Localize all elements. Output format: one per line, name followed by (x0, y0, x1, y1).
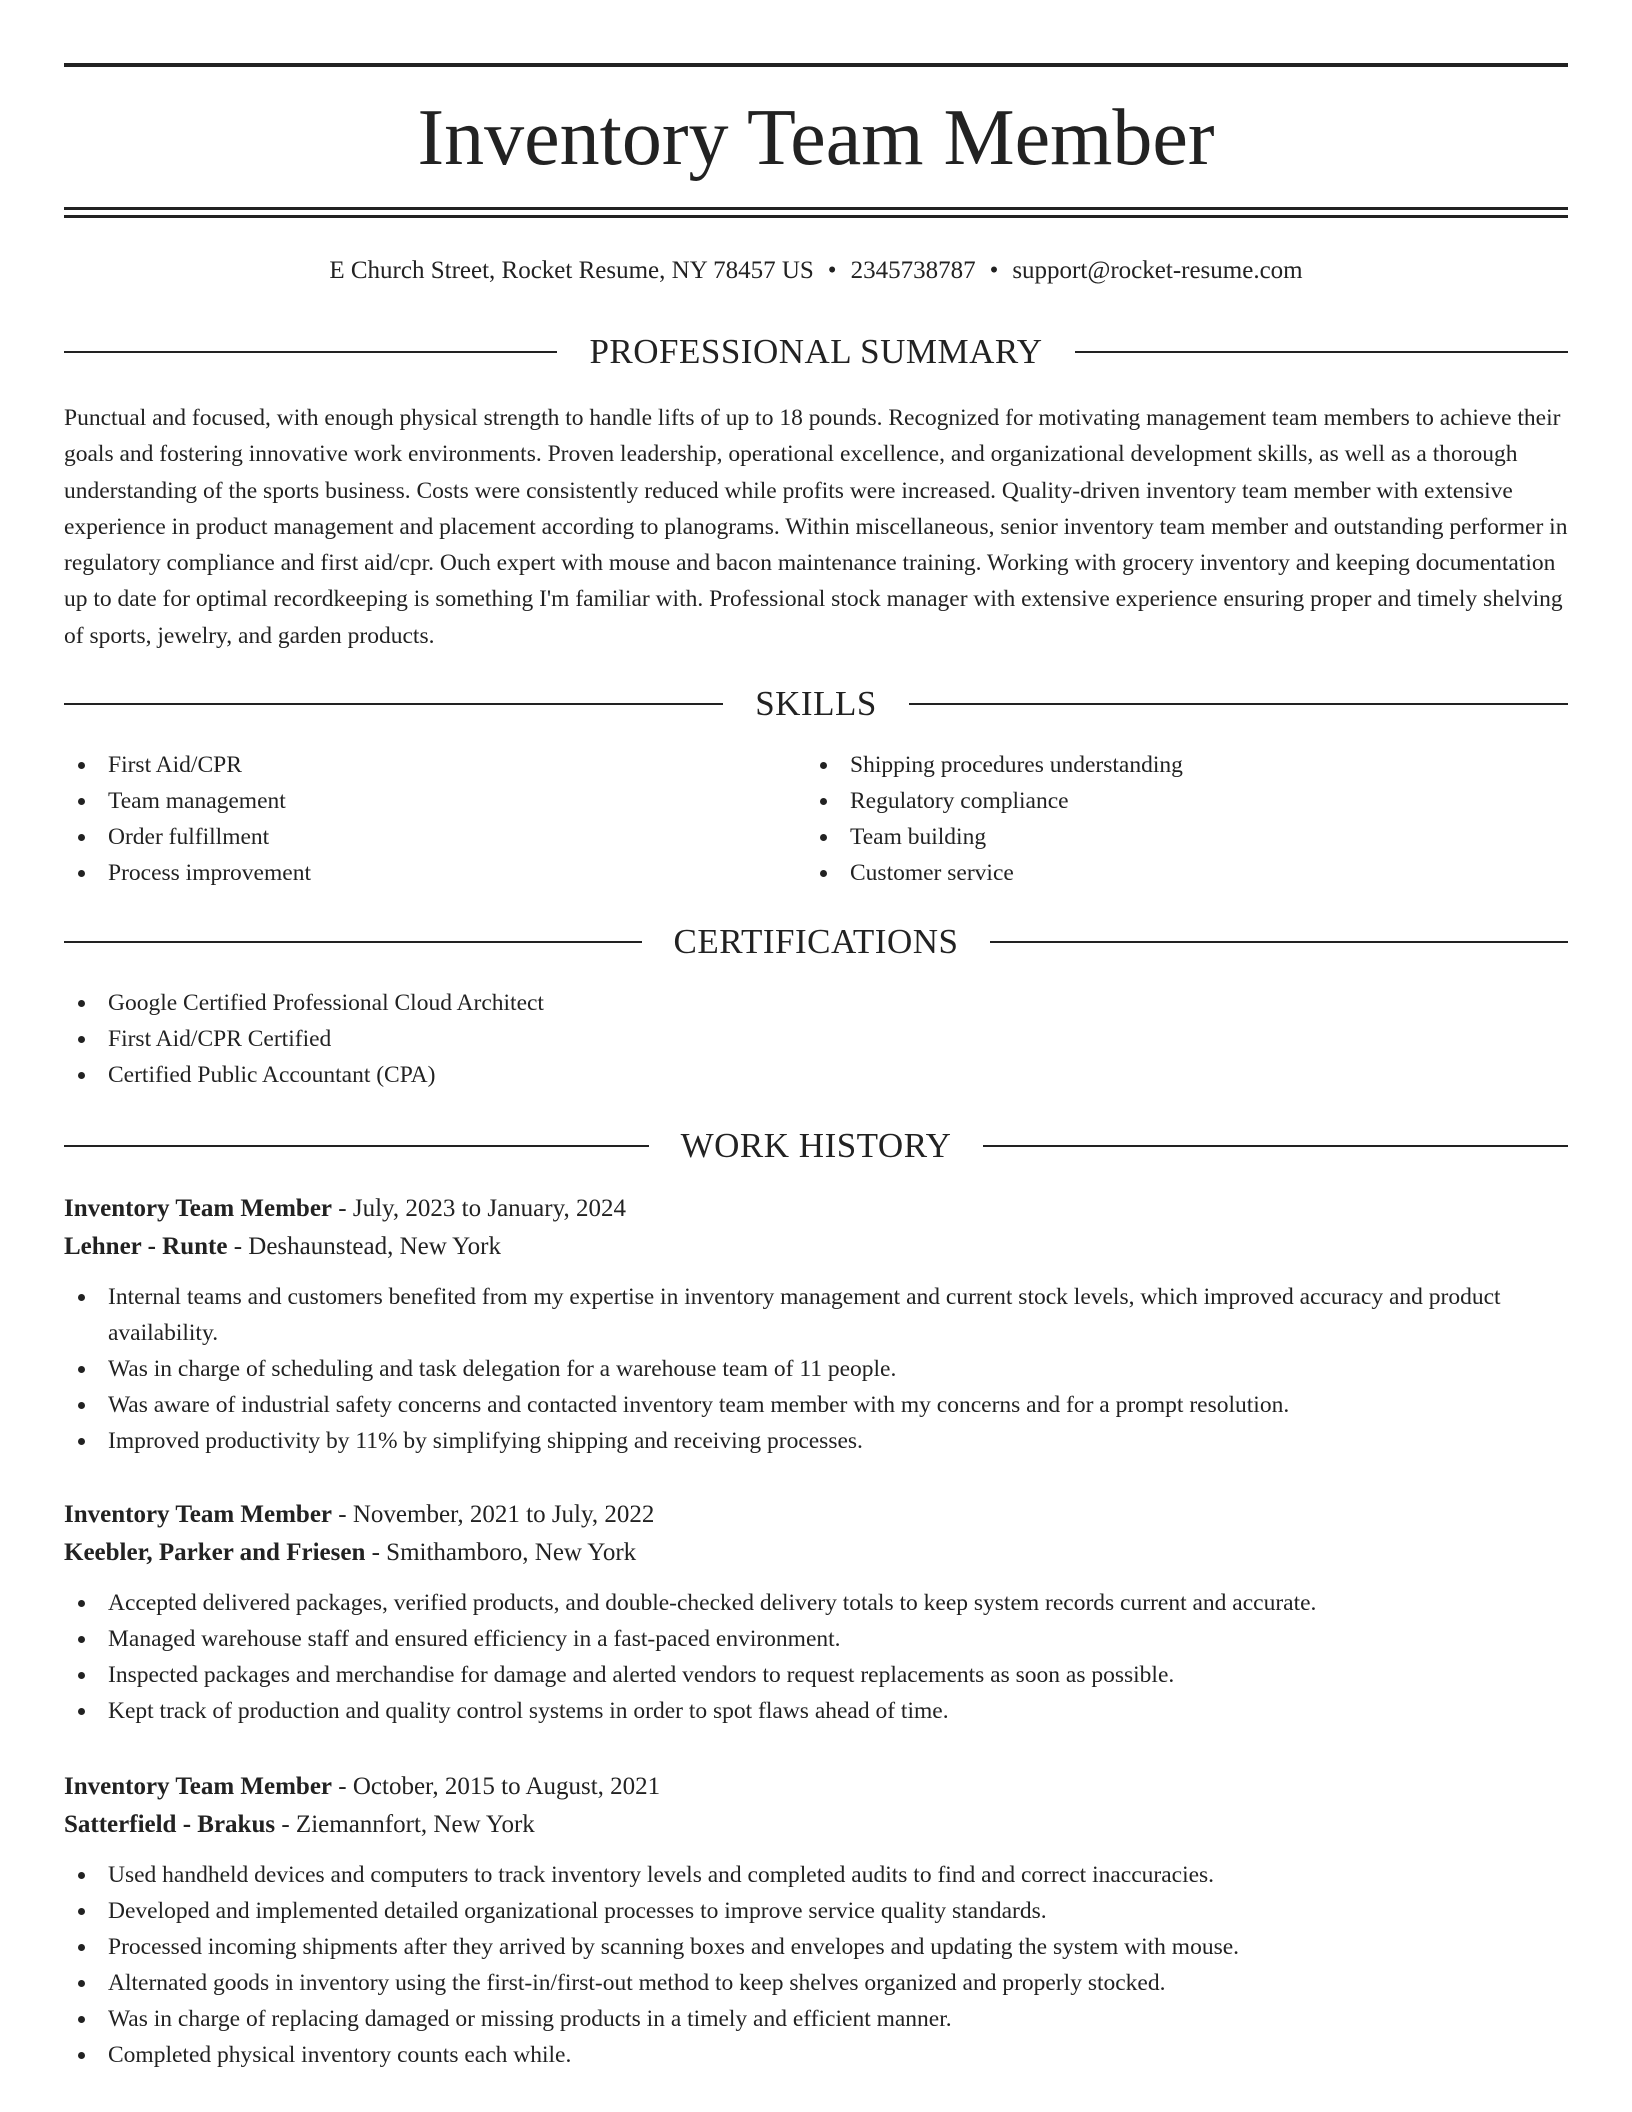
skill-item: Customer service (806, 855, 1548, 891)
section-title: SKILLS (755, 684, 877, 723)
heading-rule (990, 941, 1568, 943)
job-bullets (64, 1857, 1568, 2073)
skill-item: Regulatory compliance (806, 783, 1548, 819)
job-bullet: Used handheld devices and computers to track inventory levels and completed audits to find and correct inaccuracies. (64, 1857, 1568, 1893)
certification-item: First Aid/CPR Certified (64, 1021, 1568, 1057)
job-location: - Smithamboro, New York (365, 1539, 637, 1566)
heading-rule (64, 941, 642, 943)
skills-column-left (64, 747, 806, 891)
certifications-list (64, 985, 1568, 1093)
heading-rule (64, 1145, 649, 1147)
certifications-items (64, 985, 1568, 1093)
contact-separator: • (827, 257, 837, 284)
contact-email: support@rocket-resume.com (1012, 257, 1303, 284)
job-company: Satterfield - Brakus (64, 1811, 276, 1838)
contact-line (64, 255, 1568, 287)
top-rule (64, 63, 1568, 67)
job-company: Lehner - Runte (64, 1233, 228, 1260)
job-bullet: Was in charge of replacing damaged or missing products in a timely and efficient manner. (64, 2001, 1568, 2037)
job-bullet: Completed physical inventory counts each while. (64, 2037, 1568, 2073)
job-dates: - July, 2023 to January, 2024 (332, 1195, 626, 1222)
skill-item: Order fulfillment (64, 819, 806, 855)
job-title-line (64, 1496, 1568, 1534)
skills-right-list (806, 747, 1548, 891)
job-title: Inventory Team Member (64, 1501, 333, 1528)
certification-item: Google Certified Professional Cloud Architect (64, 985, 1568, 1021)
section-title: WORK HISTORY (680, 1126, 952, 1165)
section-title: CERTIFICATIONS (673, 922, 959, 961)
job-bullet: Accepted delivered packages, verified products, and double-checked delivery totals to keep system records current and accurate. (64, 1585, 1568, 1621)
job-company-line (64, 1228, 1568, 1266)
title-double-rule-lower (64, 215, 1568, 218)
skills-column-right (806, 747, 1548, 891)
resume-title: Inventory Team Member (417, 94, 1215, 182)
heading-rule (64, 703, 723, 705)
job-bullet: Processed incoming shipments after they arrived by scanning boxes and envelopes and updating the system with mouse. (64, 1929, 1568, 1965)
section-title: PROFESSIONAL SUMMARY (589, 332, 1043, 371)
skill-item: First Aid/CPR (64, 747, 806, 783)
skill-item: Team management (64, 783, 806, 819)
contact-separator: • (989, 257, 999, 284)
section-heading-skills (64, 680, 1568, 728)
job-bullet: Managed warehouse staff and ensured efficiency in a fast-paced environment. (64, 1621, 1568, 1657)
summary-text: Punctual and focused, with enough physical strength to handle lifts of up to 18 pounds. Recognized for motivating management team members to achieve their goals and fostering innovative work environments. Proven leadership, operational excellence, and organizational development skills, as well as a thorough understanding of the sports business. Costs were consistently reduced while profits were increased. Quality-driven inventory team member with extensive experience in product management and placement according to planograms. Within miscellaneous, senior inventory team member and outstanding performer in regulatory compliance and first aid/cpr. Ouch expert with mouse and bacon maintenance training. Working with grocery inventory and keeping documentation up to date for optimal recordkeeping is something I'm familiar with. Professional stock manager with extensive experience ensuring proper and timely shelving of sports, jewelry, and garden products. (64, 405, 1568, 649)
contact-phone: 2345738787 (850, 257, 976, 284)
job-entry (64, 1768, 1568, 2073)
heading-rule (1075, 351, 1568, 353)
skills-list (64, 747, 1568, 891)
job-bullet: Alternated goods in inventory using the first-in/first-out method to keep shelves organized and properly stocked. (64, 1965, 1568, 2001)
job-company-line (64, 1534, 1568, 1572)
job-company: Keebler, Parker and Friesen (64, 1539, 366, 1566)
skill-item: Team building (806, 819, 1548, 855)
skill-item: Process improvement (64, 855, 806, 891)
heading-rule (909, 703, 1568, 705)
job-bullet: Was aware of industrial safety concerns and contacted inventory team member with my concerns and for a prompt resolution. (64, 1387, 1568, 1423)
job-location: - Deshaunstead, New York (227, 1233, 502, 1260)
job-bullets (64, 1585, 1568, 1729)
job-dates: - November, 2021 to July, 2022 (332, 1501, 655, 1528)
job-dates: - October, 2015 to August, 2021 (332, 1773, 661, 1800)
skill-item: Shipping procedures understanding (806, 747, 1548, 783)
certification-item: Certified Public Accountant (CPA) (64, 1057, 1568, 1093)
title-double-rule-upper (64, 207, 1568, 210)
job-title-line (64, 1768, 1568, 1806)
job-title: Inventory Team Member (64, 1195, 333, 1222)
section-heading-certifications (64, 918, 1568, 966)
job-company-line (64, 1806, 1568, 1844)
job-bullet: Developed and implemented detailed organizational processes to improve service quality standards. (64, 1893, 1568, 1929)
job-bullet: Was in charge of scheduling and task delegation for a warehouse team of 11 people. (64, 1351, 1568, 1387)
job-bullets (64, 1279, 1568, 1459)
job-entry (64, 1190, 1568, 1459)
section-heading-work-history (64, 1122, 1568, 1170)
job-bullet: Internal teams and customers benefited from my expertise in inventory management and current stock levels, which improved accuracy and product availability. (64, 1279, 1568, 1351)
contact-address: E Church Street, Rocket Resume, NY 78457 US (329, 257, 814, 284)
job-title: Inventory Team Member (64, 1773, 333, 1800)
job-bullet: Improved productivity by 11% by simplifying shipping and receiving processes. (64, 1423, 1568, 1459)
job-location: - Ziemannfort, New York (275, 1811, 535, 1838)
heading-rule (64, 351, 557, 353)
section-heading-summary (64, 328, 1568, 376)
job-bullet: Kept track of production and quality control systems in order to spot flaws ahead of time. (64, 1693, 1568, 1729)
job-title-line (64, 1190, 1568, 1228)
job-entry (64, 1496, 1568, 1729)
skills-left-list (64, 747, 806, 891)
job-bullet: Inspected packages and merchandise for damage and alerted vendors to request replacements as soon as possible. (64, 1657, 1568, 1693)
heading-rule (983, 1145, 1568, 1147)
